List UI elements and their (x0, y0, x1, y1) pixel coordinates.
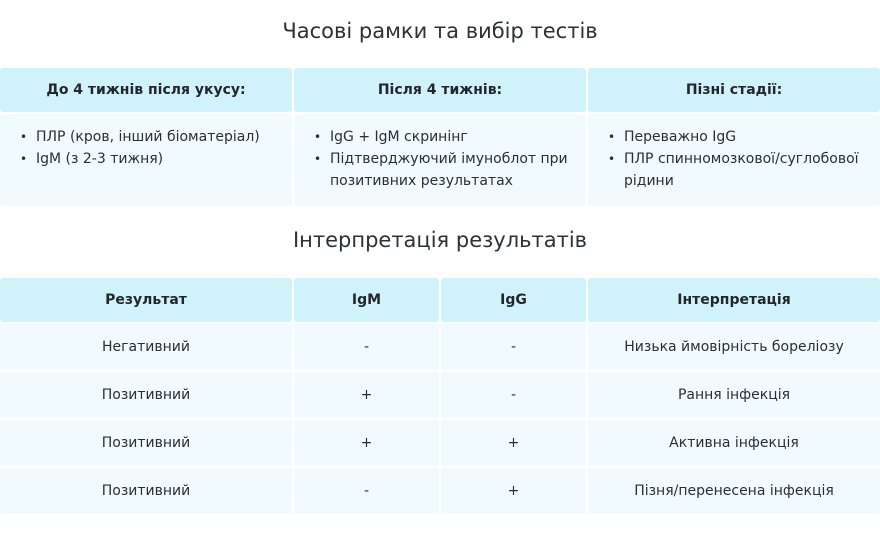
list-item: • IgM (з 2-3 тижня) (20, 148, 278, 170)
table-cell-interpretation: Активна інфекція (588, 420, 880, 466)
table-cell-interpretation: Пізня/перенесена інфекція (588, 468, 880, 514)
timeframe-body-late (588, 114, 880, 206)
column-header-igg: IgG (441, 278, 586, 322)
table-cell-result: Позитивний (0, 468, 292, 514)
table-cell-igm: - (294, 324, 439, 370)
table-cell-result: Позитивний (0, 372, 292, 418)
table-cell-result: Позитивний (0, 420, 292, 466)
table-cell-igm: + (294, 372, 439, 418)
list-item: • ПЛР спинномозкової/суглобової рідини (608, 148, 866, 192)
table-cell-igg: + (441, 420, 586, 466)
list-item: • IgG + IgM скринінг (314, 126, 572, 148)
column-header-result: Результат (0, 278, 292, 322)
timeframe-title: Часові рамки та вибір тестів (282, 19, 598, 43)
table-cell-igg: - (441, 324, 586, 370)
table-cell-interpretation: Низька ймовірність бореліозу (588, 324, 880, 370)
timeframe-header-early: До 4 тижнів після укусу: (0, 68, 292, 112)
results-title: Інтерпретація результатів (292, 228, 588, 252)
timeframe-header-after-4-weeks: Після 4 тижнів: (294, 68, 586, 112)
list-item: • ПЛР (кров, інший біоматеріал) (20, 126, 278, 148)
results-table (0, 278, 880, 514)
timeframe-body-early (0, 114, 292, 206)
list-item: • Підтверджуючий імуноблот при позитивних результатах (314, 148, 572, 192)
bullet-list (314, 126, 572, 192)
bullet-list (608, 126, 866, 192)
table-cell-result: Негативний (0, 324, 292, 370)
table-cell-igg: + (441, 468, 586, 514)
column-header-igm: IgM (294, 278, 439, 322)
column-header-interpretation: Інтерпретація (588, 278, 880, 322)
list-item: • Переважно IgG (608, 126, 866, 148)
table-cell-interpretation: Рання інфекція (588, 372, 880, 418)
bullet-list (20, 126, 278, 170)
table-cell-igm: - (294, 468, 439, 514)
table-cell-igg: - (441, 372, 586, 418)
timeframe-header-late: Пізні стадії: (588, 68, 880, 112)
timeframe-grid (0, 68, 880, 206)
table-cell-igm: + (294, 420, 439, 466)
timeframe-body-after-4-weeks (294, 114, 586, 206)
